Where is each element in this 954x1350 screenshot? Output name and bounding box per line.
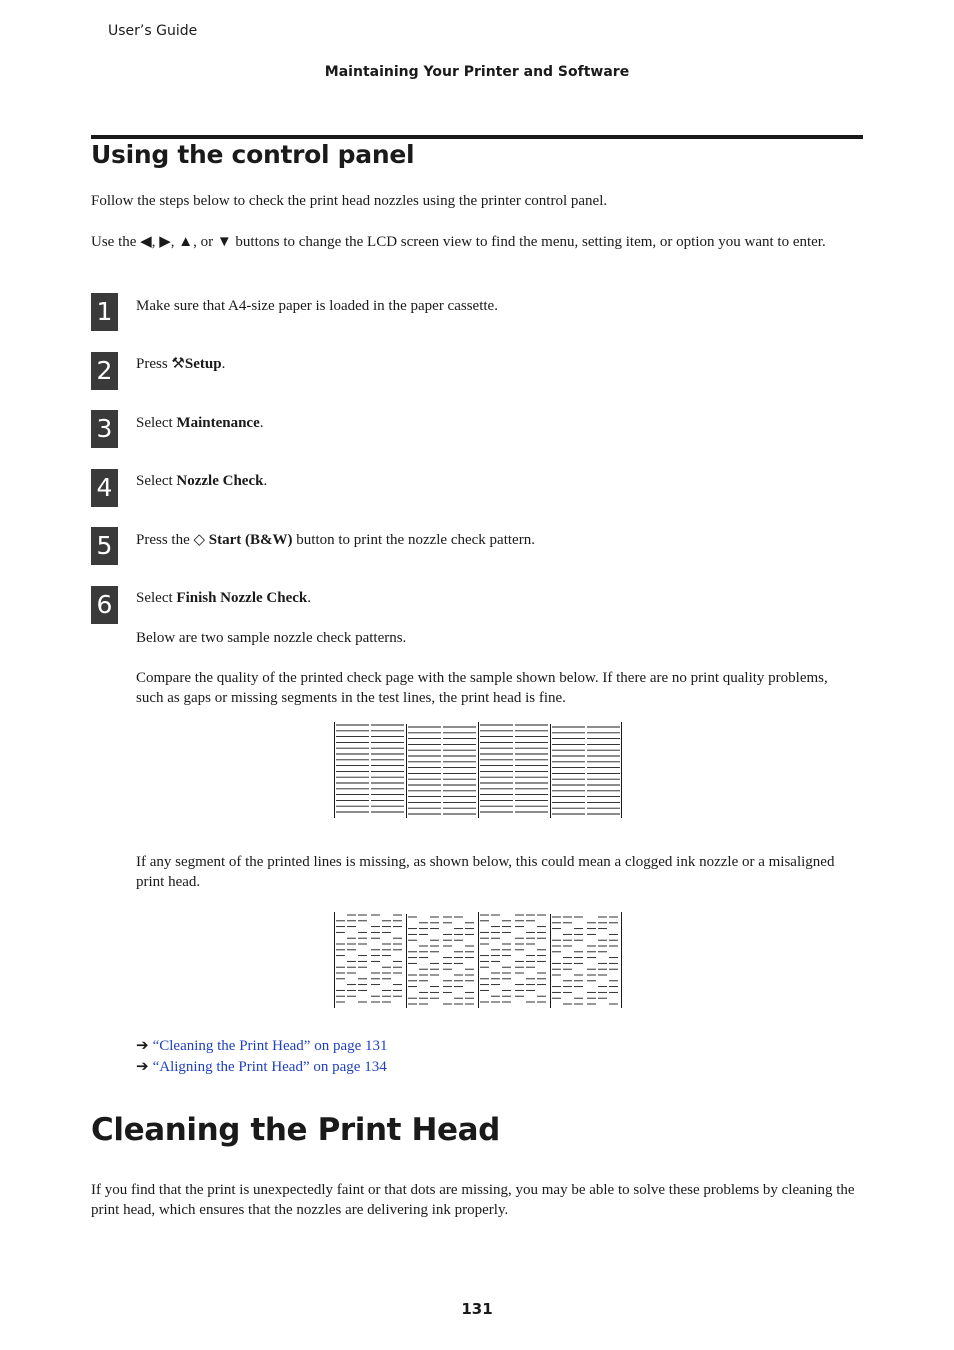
step-4-bold: Nozzle Check bbox=[176, 473, 264, 489]
step-5-bold: Start (B&W) bbox=[208, 532, 293, 548]
step-text-4 bbox=[136, 471, 866, 491]
setup-wrench-icon: ⚒ bbox=[171, 356, 185, 372]
step-3-bold: Maintenance bbox=[176, 415, 260, 431]
step-6-bold: Finish Nozzle Check bbox=[176, 590, 308, 606]
step-number-3: 3 bbox=[91, 410, 118, 448]
nav-suffix: buttons to change the LCD screen view to find the menu, setting item, or option you want to enter. bbox=[231, 234, 826, 250]
step-1-text: Make sure that A4-size paper is loaded in the paper cassette. bbox=[136, 298, 498, 314]
good-nozzle-pattern-image bbox=[334, 721, 622, 821]
step-number-4: 4 bbox=[91, 469, 118, 507]
step-text-6 bbox=[136, 588, 866, 608]
step-3-pre: Select bbox=[136, 415, 177, 431]
cleaning-paragraph: If you find that the print is unexpectedly faint or that dots are missing, you may be able to solve these problems by cleaning the print head, which ensures that the nozzles are delivering ink properly. bbox=[91, 1182, 855, 1218]
arrow-buttons-icon: ◀, ▶, ▲, or ▼ bbox=[140, 234, 232, 250]
step-5-pre: Press the bbox=[136, 532, 194, 548]
step-number-1: 1 bbox=[91, 293, 118, 331]
step-4-post: . bbox=[263, 473, 268, 489]
running-header-guide: User’s Guide bbox=[108, 23, 198, 39]
step-3-post: . bbox=[259, 415, 264, 431]
section-title: Using the control panel bbox=[91, 140, 415, 169]
nav-prefix: Use the bbox=[91, 234, 141, 250]
arrow-right-icon: ➔ bbox=[136, 1038, 149, 1054]
step-number-5: 5 bbox=[91, 527, 118, 565]
section-rule bbox=[91, 135, 863, 139]
step-2-post: . bbox=[221, 356, 226, 372]
step-5-post: button to print the nozzle check pattern. bbox=[292, 532, 535, 548]
sample-intro: Below are two sample nozzle check patterns. bbox=[136, 630, 407, 646]
step-number-2: 2 bbox=[91, 352, 118, 390]
step-text-5 bbox=[136, 530, 866, 550]
chapter-title: Cleaning the Print Head bbox=[91, 1112, 500, 1148]
bad-nozzle-pattern-image bbox=[334, 911, 622, 1009]
step-text-1 bbox=[136, 296, 866, 316]
link-cleaning-print-head[interactable] bbox=[136, 1036, 388, 1056]
step-2-pre: Press bbox=[136, 356, 172, 372]
step-6-pre: Select bbox=[136, 590, 177, 606]
step-text-3 bbox=[136, 413, 866, 433]
link-aligning-print-head[interactable] bbox=[136, 1057, 387, 1077]
link-text[interactable]: “Aligning the Print Head” on page 134 bbox=[152, 1059, 387, 1075]
step-2-bold: Setup bbox=[184, 356, 222, 372]
running-header-chapter: Maintaining Your Printer and Software bbox=[324, 64, 630, 80]
step-6-post: . bbox=[307, 590, 311, 606]
start-diamond-icon: ◇ bbox=[193, 532, 206, 548]
step-4-pre: Select bbox=[136, 473, 177, 489]
arrow-right-icon: ➔ bbox=[136, 1059, 149, 1075]
link-text[interactable]: “Cleaning the Print Head” on page 131 bbox=[152, 1038, 388, 1054]
page-number: 131 bbox=[461, 1300, 493, 1318]
good-pattern-text: Compare the quality of the printed check page with the sample shown below. If there are no print quality problems, such as gaps or missing segments in the test lines, the print head is fine. bbox=[136, 670, 828, 706]
intro-paragraph: Follow the steps below to check the print head nozzles using the printer control panel. bbox=[91, 193, 608, 209]
bad-pattern-text: If any segment of the printed lines is missing, as shown below, this could mean a clogged ink nozzle or a misaligned print head. bbox=[136, 854, 835, 890]
navigation-paragraph bbox=[91, 232, 866, 252]
step-text-2 bbox=[136, 354, 866, 374]
step-number-6: 6 bbox=[91, 586, 118, 624]
